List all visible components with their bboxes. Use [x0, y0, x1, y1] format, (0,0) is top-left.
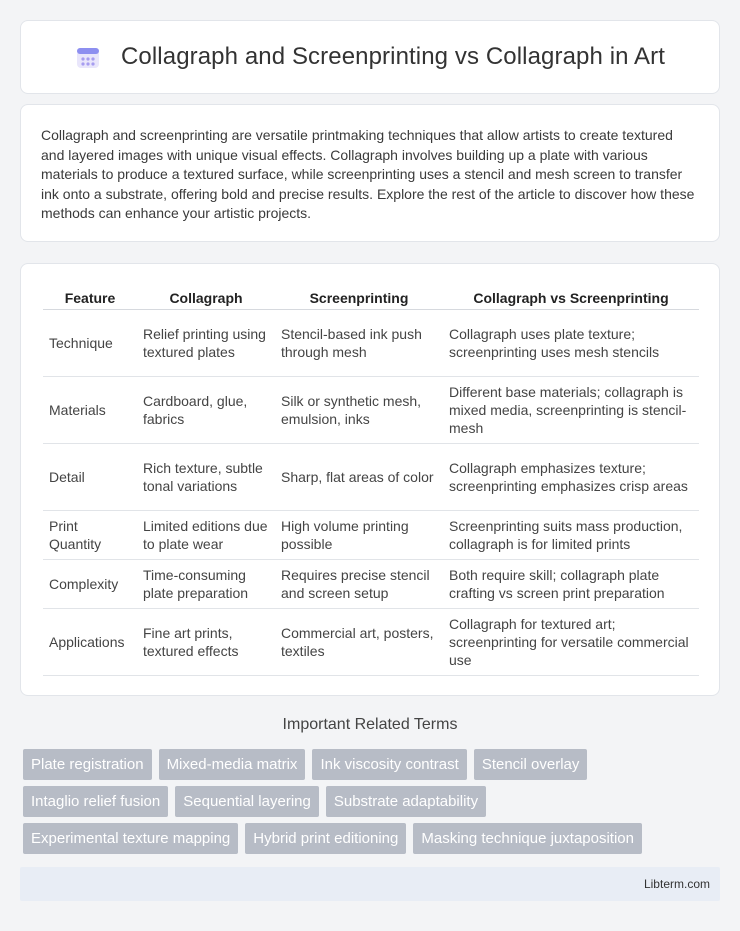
table-row: [43, 511, 699, 560]
table-cell: Relief printing using textured plates: [137, 310, 275, 377]
calendar-icon: [75, 44, 101, 70]
intro-paragraph: Collagraph and screenprinting are versatile printmaking techniques that allow artists to create textured and layered images with unique visual effects. Collagraph involves building up a plate with various materials to produce a textured surface, while screenprinting uses a stencil and mesh screen to transfer ink onto a substrate, offering bold and precise results. Explore the rest of the article to discover how these methods can enhance your artistic projects.: [41, 127, 695, 222]
term-row: [23, 823, 723, 854]
table-cell: Collagraph emphasizes texture; screenprinting emphasizes crisp areas: [443, 444, 699, 511]
term-tag[interactable]: Substrate adaptability: [326, 786, 486, 817]
table-cell: Applications: [43, 609, 137, 676]
table-row: [43, 310, 699, 377]
table-row: [43, 444, 699, 511]
table-cell: Collagraph for textured art; screenprinting for versatile commercial use: [443, 609, 699, 676]
term-tag[interactable]: Sequential layering: [175, 786, 319, 817]
page-title: Collagraph and Screenprinting vs Collagraph in Art: [121, 43, 665, 70]
table-row: [43, 609, 699, 676]
table-header-row: [43, 284, 699, 310]
term-tag[interactable]: Ink viscosity contrast: [312, 749, 466, 780]
table-cell: Collagraph uses plate texture; screenprinting uses mesh stencils: [443, 310, 699, 377]
column-header: Collagraph vs Screenprinting: [443, 284, 699, 310]
table-cell: High volume printing possible: [275, 511, 443, 560]
table-cell: Detail: [43, 444, 137, 511]
table-cell: Print Quantity: [43, 511, 137, 560]
column-header: Screenprinting: [275, 284, 443, 310]
table-cell: Limited editions due to plate wear: [137, 511, 275, 560]
table-cell: Materials: [43, 377, 137, 444]
table-cell: Silk or synthetic mesh, emulsion, inks: [275, 377, 443, 444]
term-tag[interactable]: Masking technique juxtaposition: [413, 823, 642, 854]
table-cell: Time-consuming plate preparation: [137, 560, 275, 609]
table-row: [43, 377, 699, 444]
table-cell: Complexity: [43, 560, 137, 609]
term-row: [23, 786, 723, 817]
table-cell: Stencil-based ink push through mesh: [275, 310, 443, 377]
title-card: [20, 20, 720, 94]
table-cell: Different base materials; collagraph is mixed media, screenprinting is stencil-mesh: [443, 377, 699, 444]
footer-brand[interactable]: Libterm.com: [643, 877, 710, 891]
table-cell: Requires precise stencil and screen setup: [275, 560, 443, 609]
term-tag[interactable]: Plate registration: [23, 749, 152, 780]
term-row: [23, 749, 723, 780]
comparison-table: [43, 284, 699, 676]
term-tag[interactable]: Experimental texture mapping: [23, 823, 238, 854]
table-cell: Technique: [43, 310, 137, 377]
related-terms-title: Important Related Terms: [282, 716, 458, 733]
term-tag[interactable]: Mixed-media matrix: [159, 749, 306, 780]
term-tag[interactable]: Stencil overlay: [474, 749, 588, 780]
table-row: [43, 560, 699, 609]
table-cell: Sharp, flat areas of color: [275, 444, 443, 511]
table-cell: Both require skill; collagraph plate crafting vs screen print preparation: [443, 560, 699, 609]
footer: [20, 867, 720, 901]
related-terms: [23, 749, 723, 860]
table-cell: Rich texture, subtle tonal variations: [137, 444, 275, 511]
table-cell: Screenprinting suits mass production, collagraph is for limited prints: [443, 511, 699, 560]
intro-card: [20, 104, 720, 242]
table-cell: Fine art prints, textured effects: [137, 609, 275, 676]
column-header: Collagraph: [137, 284, 275, 310]
column-header: Feature: [43, 284, 137, 310]
table-cell: Cardboard, glue, fabrics: [137, 377, 275, 444]
comparison-table-card: [20, 263, 720, 696]
term-tag[interactable]: Hybrid print editioning: [245, 823, 406, 854]
table-cell: Commercial art, posters, textiles: [275, 609, 443, 676]
term-tag[interactable]: Intaglio relief fusion: [23, 786, 168, 817]
